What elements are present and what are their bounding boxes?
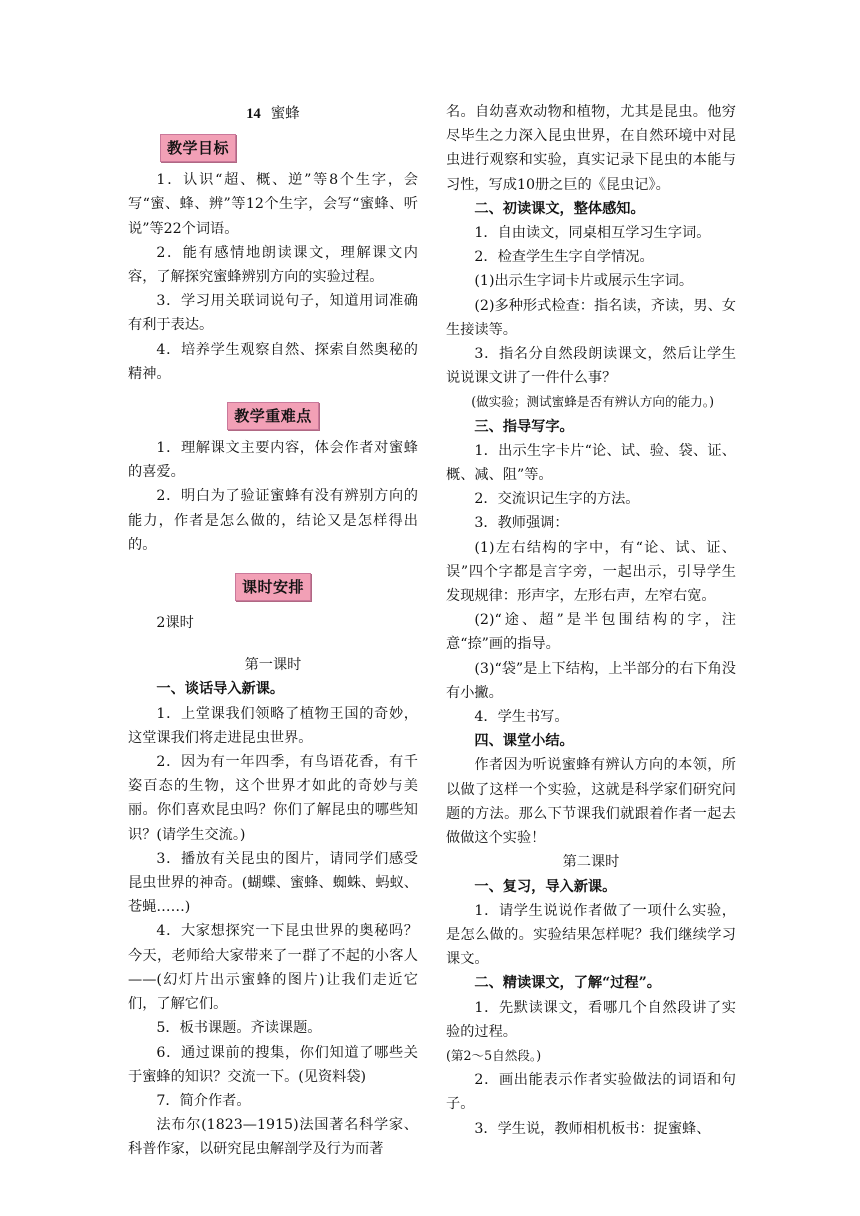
paragraph: 3．教师强调：	[474, 515, 569, 532]
paragraph: 1．先默读课文，看哪几个自然段讲了实验的过程。	[446, 999, 736, 1040]
paragraph: 2．画出能表示作者实验做法的词语和句子。	[446, 1072, 736, 1113]
paragraph: 3．播放有关昆虫的图片，请同学们感受昆虫世界的神奇。(蝴蝶、蜜蜂、蜘蛛、蚂蚁、苍蝇……)	[128, 850, 418, 916]
section-heading-goals: 教学目标	[160, 134, 236, 162]
paragraph: 法布尔(1823—1915)法国著名科学家、科普作家，以研究昆虫解剖学及行为而著	[128, 1117, 418, 1158]
paragraph: (2)多种形式检查：指名读，齐读，男、女生接读等。	[446, 297, 736, 338]
goal-item: 2．能有感情地朗读课文，理解课文内容，了解探究蜜蜂辨别方向的实验过程。	[128, 244, 418, 286]
paragraph: 1．上堂课我们领略了植物王国的奇妙，这堂课我们将走进昆虫世界。	[128, 705, 418, 746]
paragraph: (3)“袋”是上下结构，上半部分的右下角没有小撇。	[446, 660, 736, 701]
lesson-name: 蜜蜂	[270, 106, 300, 122]
section-schedule	[128, 573, 418, 601]
section-heading-key-points: 教学重难点	[227, 402, 319, 430]
answer-note: (做实验；测试蜜蜂是否有辨认方向的能力。)	[471, 394, 714, 410]
answer-note: (第2～5自然段。)	[446, 1047, 542, 1063]
key-point-item: 2．明白为了验证蜜蜂有没有辨别方向的能力，作者是怎么做的，结论又是怎样得出的。	[128, 488, 418, 553]
paragraph: 4．学生书写。	[474, 709, 569, 726]
paragraph: 2．因为有一年四季，有鸟语花香，有千姿百态的生物，这个世界才如此的奇妙与美丽。你们喜欢昆虫吗？你们了解昆虫的哪些知识？(请学生交流。)	[128, 754, 418, 843]
paragraph: 3．学生说，教师相机板书：捉蜜蜂、	[474, 1120, 711, 1137]
goal-item: 4．培养学生观察自然、探索自然奥秘的精神。	[128, 341, 418, 382]
part-heading: 四、课堂小结。	[474, 733, 574, 750]
lesson1-heading: 第一课时	[244, 657, 302, 674]
goal-item: 1．认识“超、概、逆”等8个生字，会写“蜜、蜂、辨”等12个生字，会写“蜜蜂、听说”等22个词语。	[128, 172, 418, 237]
section-key-points	[128, 402, 418, 430]
period-count: 2课时	[156, 615, 194, 632]
goal-item: 3．学习用关联词说句子，知道用词准确有利于表达。	[128, 293, 418, 334]
paragraph: 2．检查学生生字自学情况。	[474, 249, 654, 266]
section-heading-schedule: 课时安排	[235, 573, 311, 601]
part-heading: 一、谈话导入新课。	[156, 681, 285, 698]
key-point-item: 1．理解课文主要内容，体会作者对蜜蜂的喜爱。	[128, 440, 418, 481]
part-heading: 一、复习，导入新课。	[474, 878, 617, 895]
paragraph: (1)出示生字词卡片或展示生字词。	[474, 273, 694, 290]
paragraph: 4．大家想探究一下昆虫世界的奥秘吗？今天，老师给大家带来了一群了不起的小客人——(幻灯片出示蜜蜂的图片)让我们走近它们，了解它们。	[128, 923, 418, 1013]
paragraph: 2．交流识记生字的方法。	[474, 491, 640, 508]
left-column	[128, 100, 418, 1162]
paragraph: 5．板书课题。齐读课题。	[156, 1020, 322, 1037]
lesson-number: 14	[246, 106, 261, 122]
paragraph: 作者因为听说蜜蜂有辨认方向的本领，所以做了这样一个实验，这就是科学家们研究问题的方法。那么下节课我们就跟着作者一起去做做这个实验！	[446, 757, 736, 847]
paragraph: 名。自幼喜欢动物和植物，尤其是昆虫。他穷尽毕生之力深入昆虫世界，在自然环境中对昆虫进行观察和实验，真实记录下昆虫的本能与习性，写成10册之巨的《昆虫记》。	[446, 104, 736, 193]
lesson2-heading: 第二课时	[562, 854, 620, 871]
paragraph: (2)“途、超”是半包围结构的字，注意“捺”画的指导。	[446, 612, 736, 653]
paragraph: 6．通过课前的搜集，你们知道了哪些关于蜜蜂的知识？交流一下。(见资料袋)	[128, 1044, 418, 1085]
paragraph: 1．出示生字卡片“论、试、验、袋、证、概、减、阻”等。	[446, 442, 736, 484]
part-heading: 三、指导写字。	[474, 418, 574, 435]
paragraph: 1．自由读文，同桌相互学习生字词。	[474, 225, 711, 242]
paragraph: (1)左右结构的字中，有“论、试、证、误”四个字都是言字旁，一起出示，引导学生发现规律：形声字，左形右声，左窄右宽。	[446, 539, 736, 605]
part-heading: 二、精读课文，了解“过程”。	[474, 975, 661, 992]
paragraph: 3．指名分自然段朗读课文，然后让学生说说课文讲了一件什么事？	[446, 346, 736, 387]
paragraph: 7．简介作者。	[156, 1092, 251, 1109]
section-teaching-goals	[128, 134, 418, 162]
part-heading: 二、初读课文，整体感知。	[474, 200, 645, 217]
right-column	[446, 100, 736, 1141]
lesson-title	[128, 102, 418, 126]
paragraph: 1．请学生说说作者做了一项什么实验，是怎么做的。实验结果怎样呢？我们继续学习课文。	[446, 902, 736, 968]
